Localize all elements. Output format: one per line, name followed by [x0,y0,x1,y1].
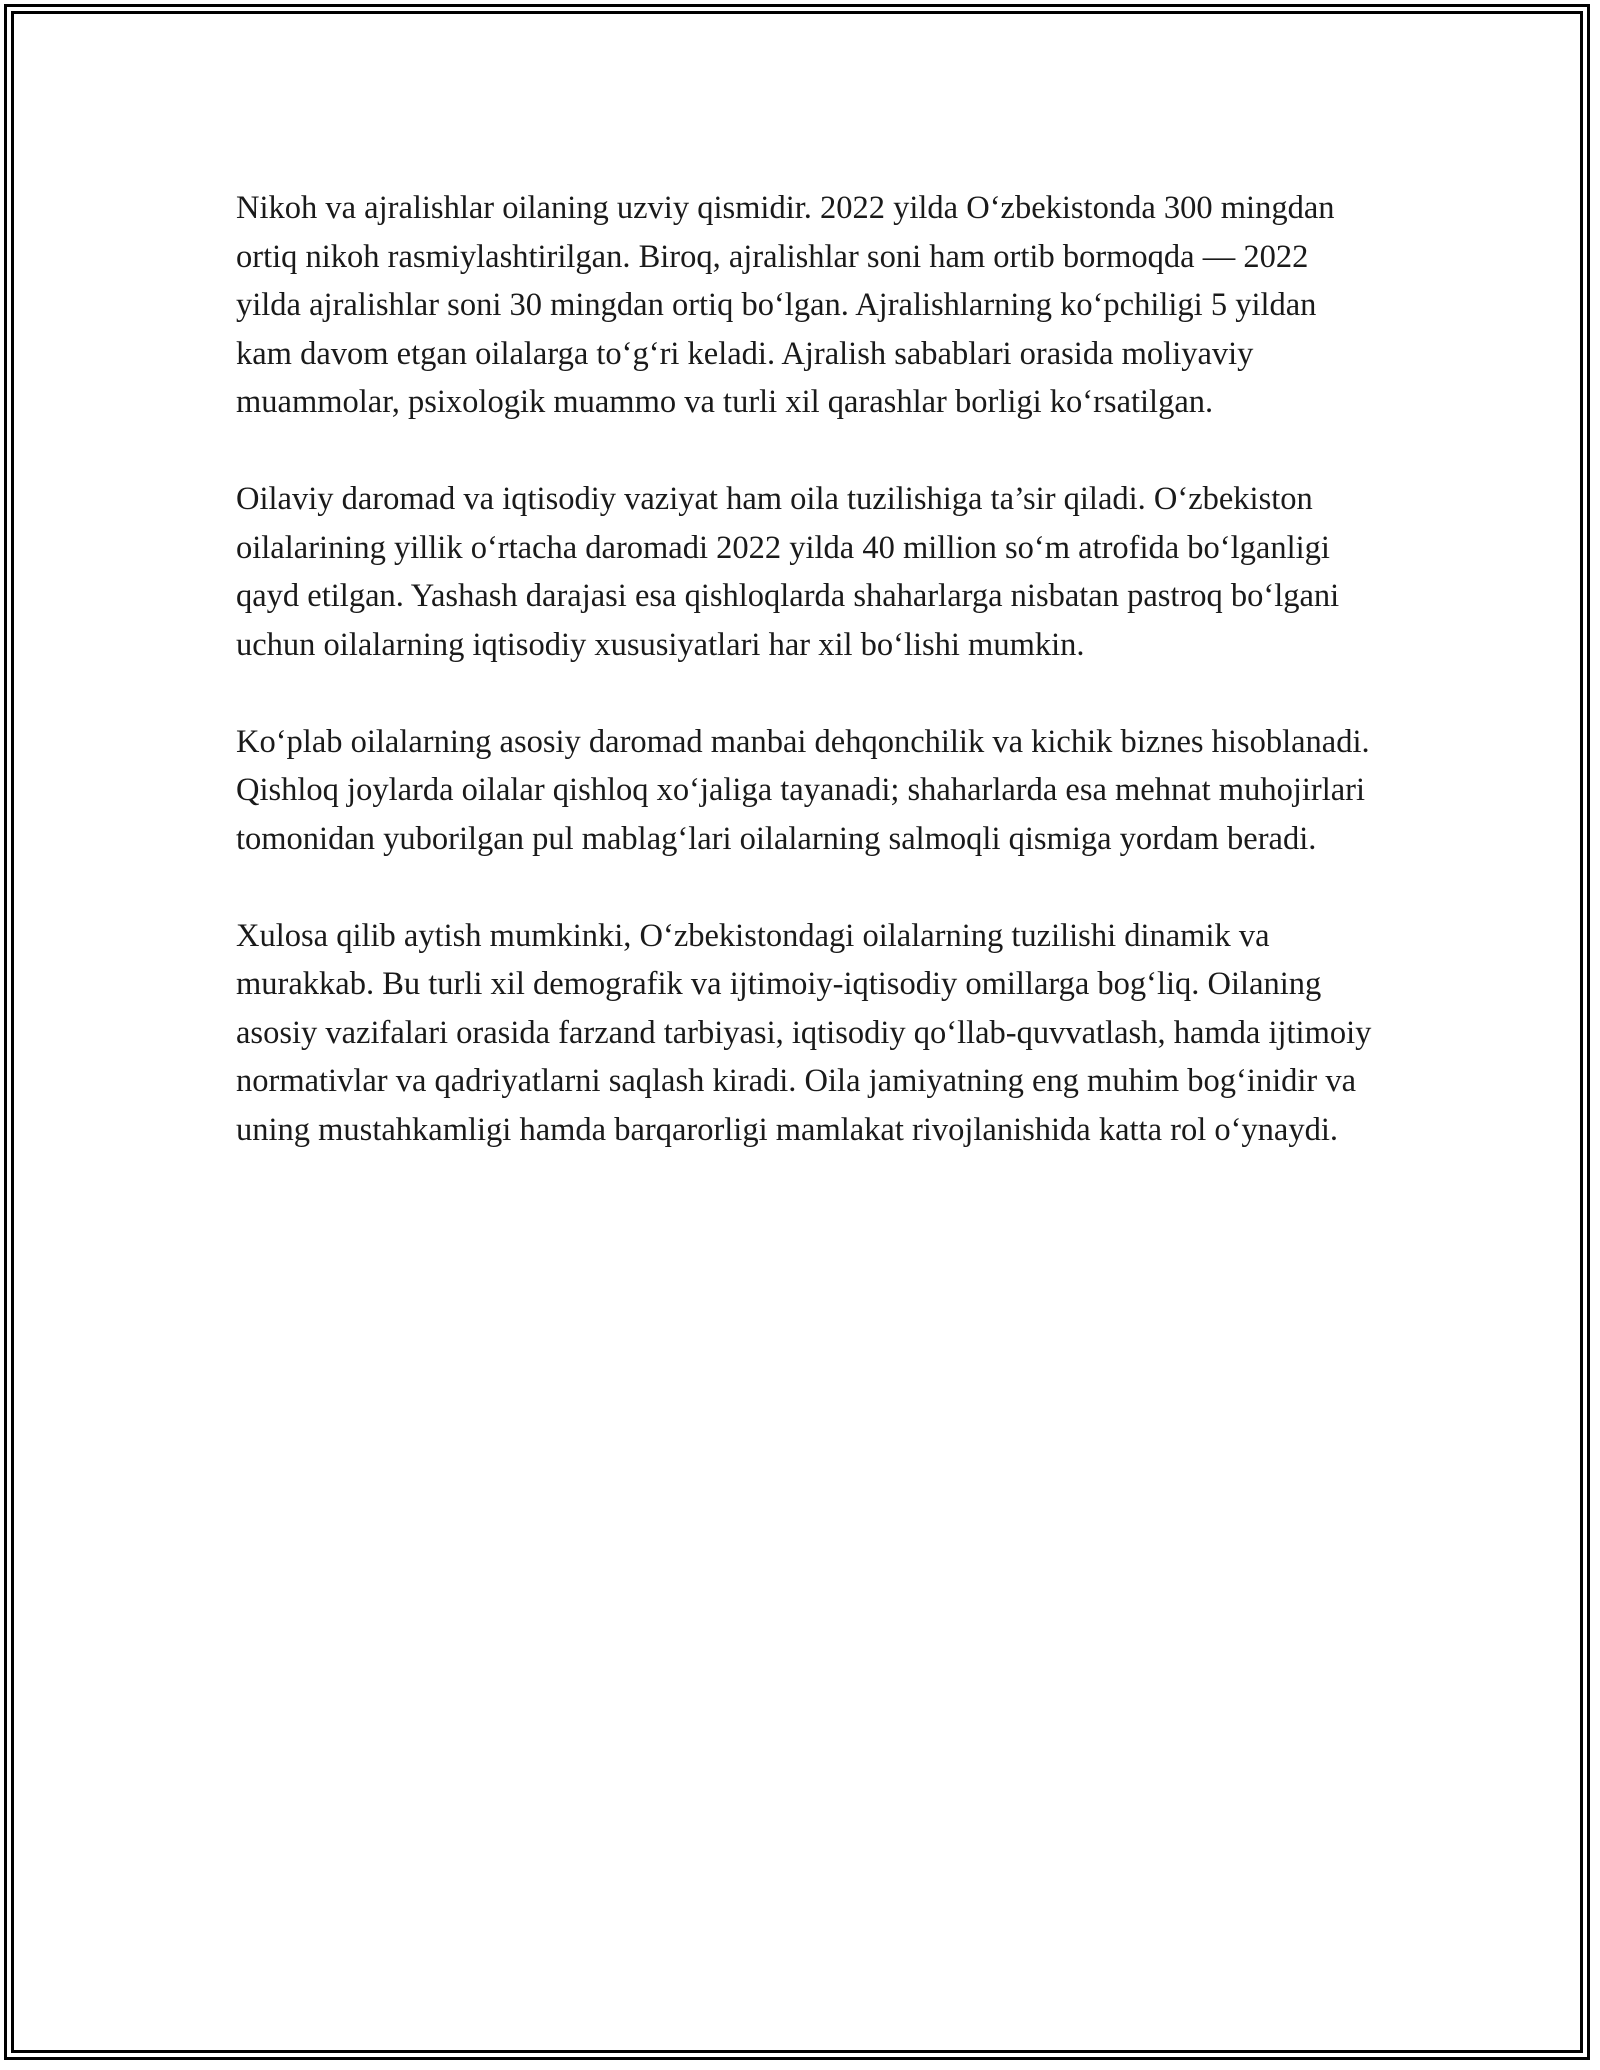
paragraph-marriage-divorce: Nikoh va ajralishlar oilaning uzviy qismidir. 2022 yilda O‘zbekistonda 300 mingdan ortiq nikoh rasmiylashtirilgan. Biroq, ajralishlar soni ham ortib bormoqda — 2022 yilda ajralishlar soni 30 mingdan ortiq bo‘lgan. Ajralishlarning ko‘pchiligi 5 yildan kam davom etgan oilalarga to‘g‘ri keladi. Ajralish sabablari orasida moliyaviy muammolar, psixologik muammo va turli xil qarashlar borligi ko‘rsatilgan. [236,190,1335,420]
paragraph-conclusion: Xulosa qilib aytish mumkinki, O‘zbekistondagi oilalarning tuzilishi dinamik va murakkab. Bu turli xil demografik va ijtimoiy-iqtisodiy omillarga bog‘liq. Oilaning asosiy vazifalari orasida farzand tarbiyasi, iqtisodiy qo‘llab-quvvatlash, hamda ijtimoiy normativlar va qadriyatlarni saqlash kiradi. Oila jamiyatning eng muhim bog‘inidir va uning mustahkamligi hamda barqarorligi mamlakat rivojlanishida katta rol o‘ynaydi. [236,917,1372,1148]
paragraph-family-income: Oilaviy daromad va iqtisodiy vaziyat ham oila tuzilishiga ta’sir qiladi. O‘zbekiston oilalarining yillik o‘rtacha daromadi 2022 yilda 40 million so‘m atrofida bo‘lganligi qayd etilgan. Yashash darajasi esa qishloqlarda shaharlarga nisbatan pastroq bo‘lgani uchun oilalarning iqtisodiy xususiyatlari har xil bo‘lishi mumkin. [236,481,1340,663]
paragraph-income-sources: Ko‘plab oilalarning asosiy daromad manbai dehqonchilik va kichik biznes hisoblanadi. Qishloq joylarda oilalar qishloq xo‘jaliga tayanadi; shaharlarda esa mehnat muhojirlari tomonidan yuborilgan pul mablag‘lari oilalarning salmoqli qismiga yordam beradi. [236,723,1370,857]
document-body [236,184,1376,1203]
